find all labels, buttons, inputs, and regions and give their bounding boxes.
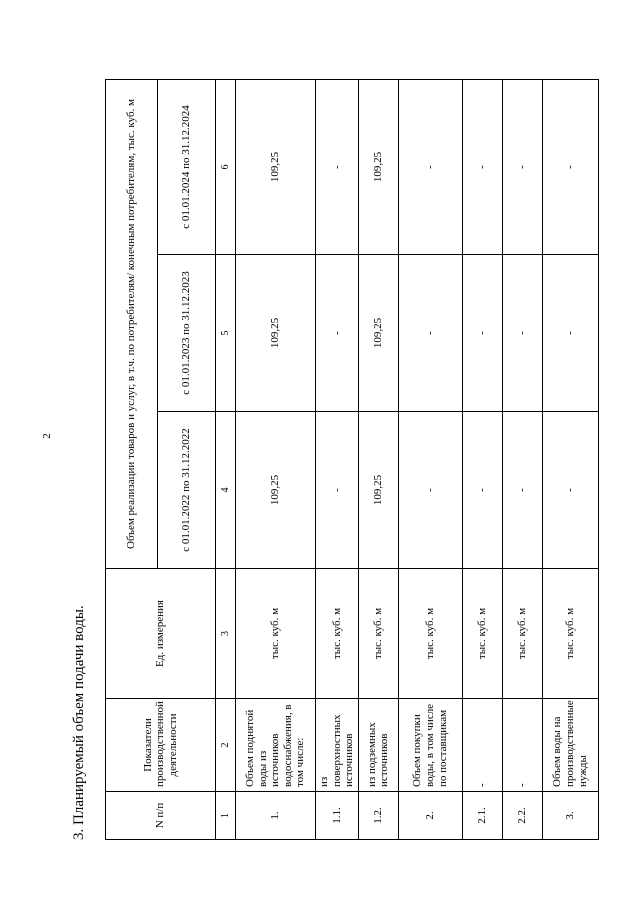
table-row [462, 79, 502, 839]
header-period-2022: с 01.01.2022 по 31.12.2022 [158, 412, 216, 569]
row-value-2024: - [316, 79, 359, 254]
row-value-2022: - [542, 412, 598, 569]
section-heading: 3. Планируемый объем подачи воды. [71, 605, 87, 840]
row-value-2022: - [398, 412, 462, 569]
row-name: Объем поднятой воды из источников водоснабжения, в том числе: [236, 699, 316, 792]
row-value-2023: - [398, 255, 462, 412]
table-row [398, 79, 462, 839]
row-value-2024: - [542, 79, 598, 254]
row-num: 2.1. [462, 792, 502, 840]
col-number: 1 [216, 792, 236, 840]
table-row [236, 79, 316, 839]
row-value-2023: - [462, 255, 502, 412]
page-number: 2 [40, 433, 53, 439]
header-period-2024: с 01.01.2024 по 31.12.2024 [158, 79, 216, 254]
row-num: 1. [236, 792, 316, 840]
table-row [316, 79, 359, 839]
row-value-2024: 109,25 [358, 79, 398, 254]
column-numbering-row [216, 79, 236, 839]
col-number: 5 [216, 255, 236, 412]
water-supply-table [105, 79, 599, 840]
row-value-2022: - [462, 412, 502, 569]
row-unit: тыс. куб. м [462, 569, 502, 699]
table-header-row [106, 79, 158, 839]
table-row [358, 79, 398, 839]
header-period-2023: с 01.01.2023 по 31.12.2023 [158, 255, 216, 412]
row-unit: тыс. куб. м [316, 569, 359, 699]
row-value-2023: - [542, 255, 598, 412]
row-unit: тыс. куб. м [358, 569, 398, 699]
table-row [502, 79, 542, 839]
row-num: 2. [398, 792, 462, 840]
row-value-2024: 109,25 [236, 79, 316, 254]
row-value-2023: 109,25 [358, 255, 398, 412]
row-value-2024: - [502, 79, 542, 254]
row-name: Объем воды на производственные нужды [542, 699, 598, 792]
row-num: 1.1. [316, 792, 359, 840]
row-name: Объем покупки воды, в том числе по поставщикам [398, 699, 462, 792]
header-volume-group: Объем реализации товаров и услуг, в т.ч. по потребителям/ конечным потребителям, тыс. куб. м [106, 79, 158, 568]
row-name: из поверхностных источников [316, 699, 359, 792]
row-unit: тыс. куб. м [398, 569, 462, 699]
header-num: N п/п [106, 792, 216, 840]
row-unit: тыс. куб. м [502, 569, 542, 699]
row-unit: тыс. куб. м [236, 569, 316, 699]
row-name: - [502, 699, 542, 792]
row-value-2022: - [316, 412, 359, 569]
row-value-2022: 109,25 [236, 412, 316, 569]
row-num: 3. [542, 792, 598, 840]
row-name: - [462, 699, 502, 792]
row-name: из подземных источников [358, 699, 398, 792]
row-num: 2.2. [502, 792, 542, 840]
row-value-2024: - [462, 79, 502, 254]
header-unit: Ед. измерения [106, 569, 216, 699]
row-value-2022: - [502, 412, 542, 569]
row-value-2024: - [398, 79, 462, 254]
col-number: 3 [216, 569, 236, 699]
col-number: 2 [216, 699, 236, 792]
col-number: 6 [216, 79, 236, 254]
header-indicators: Показатели производственной деятельности [106, 699, 216, 792]
col-number: 4 [216, 412, 236, 569]
row-value-2023: - [502, 255, 542, 412]
row-unit: тыс. куб. м [542, 569, 598, 699]
row-value-2022: 109,25 [358, 412, 398, 569]
row-value-2023: 109,25 [236, 255, 316, 412]
row-value-2023: - [316, 255, 359, 412]
table-row [542, 79, 598, 839]
row-num: 1.2. [358, 792, 398, 840]
